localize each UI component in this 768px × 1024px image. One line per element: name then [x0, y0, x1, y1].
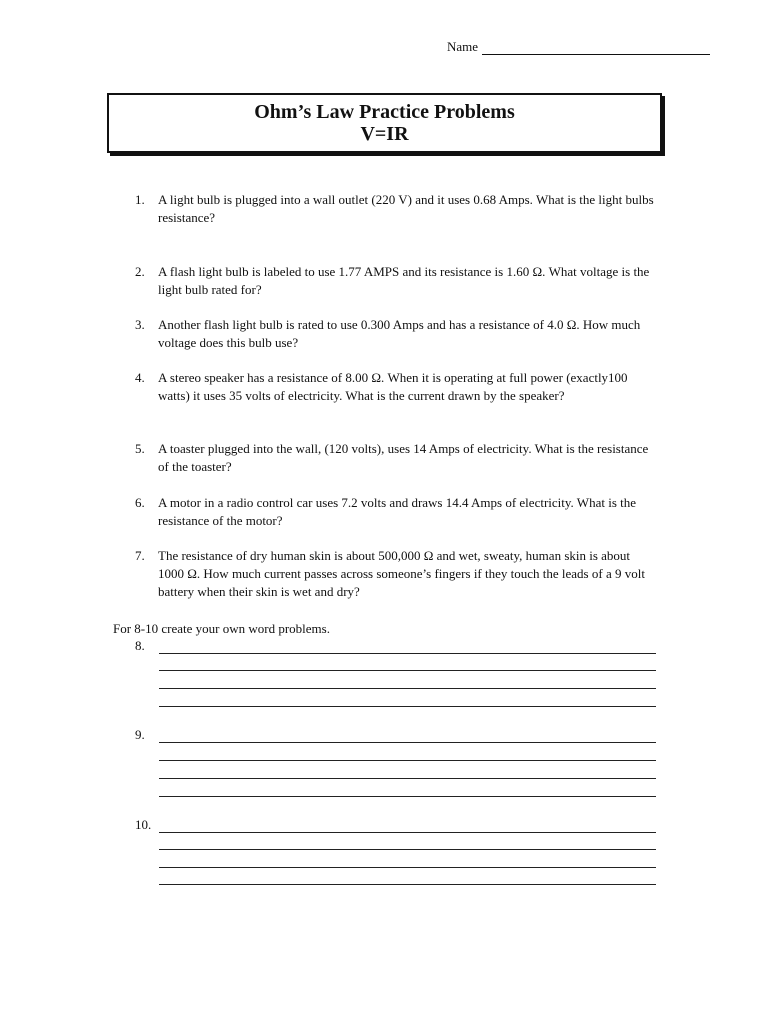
problem-number: 2. — [135, 264, 145, 279]
problem-item — [135, 494, 655, 530]
problem-text: Another flash light bulb is rated to use 0.300 Amps and has a resistance of 4.0 Ω. How much voltage does this bulb use? — [158, 317, 641, 350]
page-title: Ohm’s Law Practice Problems — [254, 101, 515, 123]
name-field-row — [447, 39, 710, 55]
instruction-text: For 8-10 create your own word problems. — [113, 621, 330, 636]
problem-text: A light bulb is plugged into a wall outlet (220 V) and it uses 0.68 Amps. What is the light bulbs resistance? — [158, 192, 654, 225]
problem-number: 7. — [135, 548, 145, 563]
problem-item — [135, 547, 655, 601]
problem-number: 5. — [135, 441, 145, 456]
problem-number: 1. — [135, 192, 145, 207]
problem-text: A stereo speaker has a resistance of 8.00 Ω. When it is operating at full power (exactly100 watts) it uses 35 volts of electricity. What is the current drawn by the speaker? — [158, 370, 628, 403]
formula-title: V=IR — [360, 123, 409, 145]
answer-line[interactable] — [159, 778, 656, 779]
name-blank-line[interactable] — [482, 40, 710, 55]
problem-item — [135, 369, 655, 405]
answer-line[interactable] — [159, 706, 656, 707]
problem-item — [135, 191, 655, 227]
title-box — [107, 93, 662, 153]
write-in-number: 9. — [135, 727, 145, 742]
answer-line[interactable] — [159, 688, 656, 689]
answer-line[interactable] — [159, 653, 656, 654]
problem-item — [135, 263, 655, 299]
problem-number: 6. — [135, 495, 145, 510]
problem-text: A flash light bulb is labeled to use 1.77 AMPS and its resistance is 1.60 Ω. What voltage is the light bulb rated for? — [158, 264, 650, 297]
write-in-number: 10. — [135, 817, 152, 832]
answer-line[interactable] — [159, 796, 656, 797]
answer-line[interactable] — [159, 670, 656, 671]
problem-number: 4. — [135, 370, 145, 385]
answer-line[interactable] — [159, 760, 656, 761]
problem-item — [135, 316, 655, 352]
problem-text: A motor in a radio control car uses 7.2 volts and draws 14.4 Amps of electricity. What is the resistance of the motor? — [158, 495, 637, 528]
answer-line[interactable] — [159, 832, 656, 833]
problem-text: The resistance of dry human skin is about 500,000 Ω and wet, sweaty, human skin is about 1000 Ω. How much current passes across someone’s fingers if they touch the leads of a 9 volt battery when their skin is wet and dry? — [158, 548, 645, 599]
write-in-number: 8. — [135, 638, 145, 653]
problem-text: A toaster plugged into the wall, (120 volts), uses 14 Amps of electricity. What is the resistance of the toaster? — [158, 441, 649, 474]
answer-line[interactable] — [159, 742, 656, 743]
problem-item — [135, 440, 655, 476]
problem-number: 3. — [135, 317, 145, 332]
answer-line[interactable] — [159, 849, 656, 850]
name-label: Name — [447, 39, 479, 54]
answer-line[interactable] — [159, 884, 656, 885]
answer-line[interactable] — [159, 867, 656, 868]
